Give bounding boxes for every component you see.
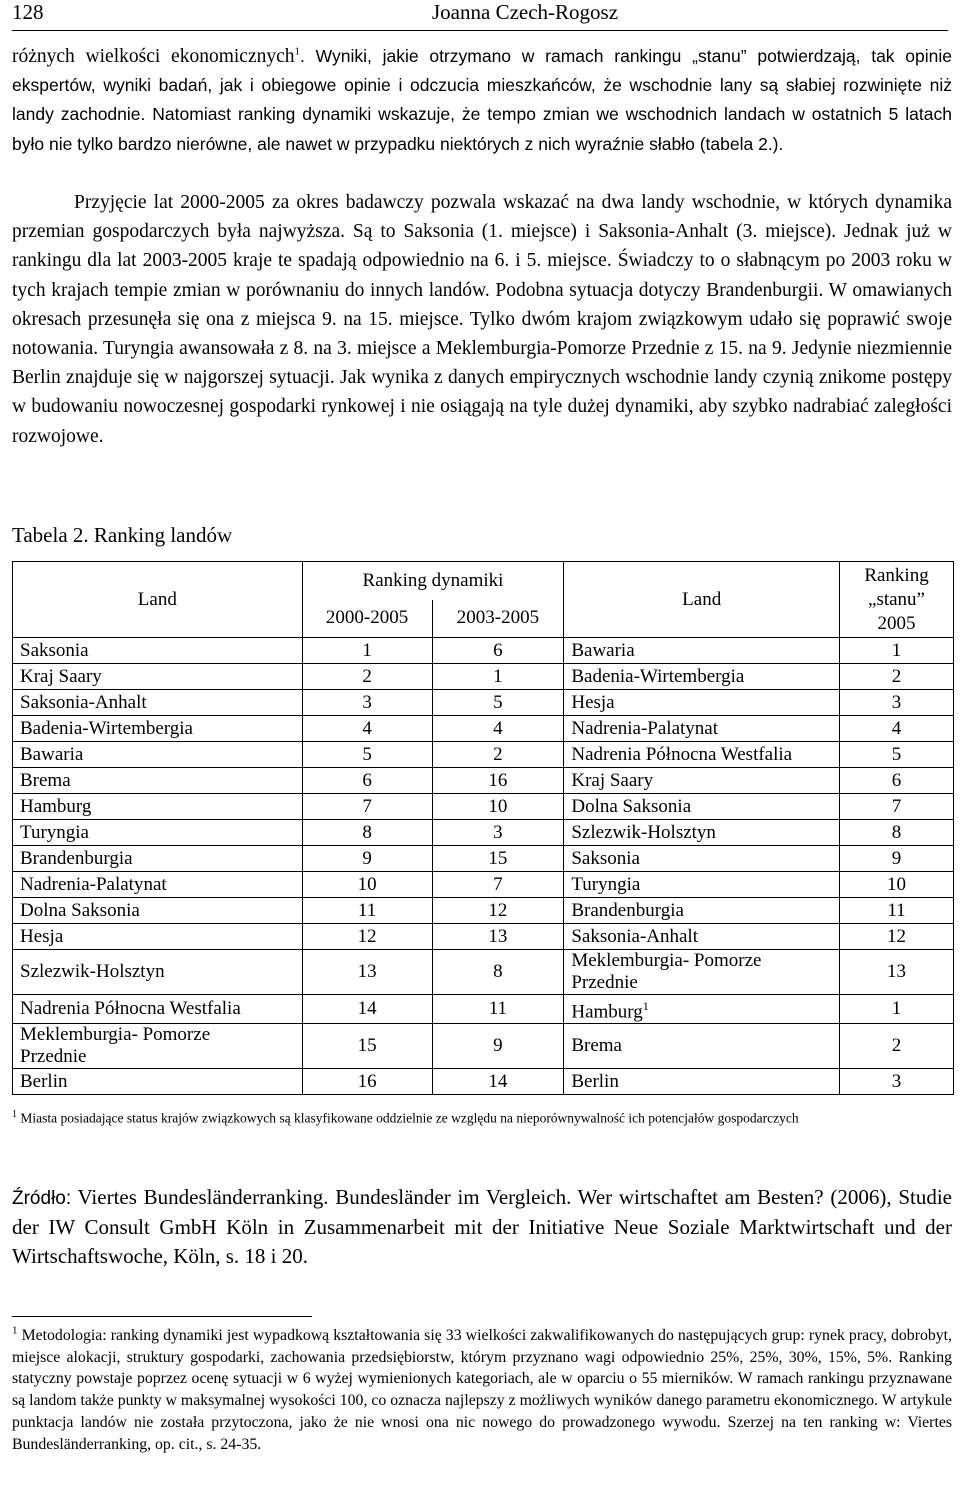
land-2-cell: Badenia-Wirtembergia <box>564 664 840 690</box>
table-note-text: Miasta posiadające status krajów związkowych są klasyfikowane oddzielnie ze względu na nieporównywalność ich potencjałów gospodarczych <box>20 1110 799 1126</box>
paragraph-1-text: . Wyniki, jakie otrzymano w ramach rankingu „stanu” potwierdzają, tak opinie ekspertów, wyniki badań, jak i obiegowe opinie i odczucia mieszkańców, że wschodnie lany są słabiej rozwinięte niż landy zachodnie. Natomiast ranking dynamiki wskazuje, że tempo zmian we wschodnich landach w ostatnich 5 latach było nie tylko bardzo nierówne, ale nawet w przypadku niektórych z nich wyraźnie słabło (tabela 2.). <box>12 46 952 154</box>
land-cell: Saksonia <box>13 638 303 664</box>
land-2-cell: Berlin <box>564 1069 840 1095</box>
rank-2000-2005-cell: 10 <box>302 872 432 898</box>
land-cell: Brandenburgia <box>13 846 303 872</box>
footnote-text: Metodologia: ranking dynamiki jest wypadkową kształtowania się 33 wielkości zakwalifikowanych do następujących grup: rynek pracy, dobrobyt, miejsce alokacji, struktury gospodarki, zachowania przedsiębiorstw, którym przyznano wagi odpowiednio 25%, 25%, 30%, 15%, 5%. Ranking statyczny powstaje poprzez ocenę sytuacji w 6 wyżej wymienionych kategoriach, ale w oparciu o 55 mierników. W ramach rankingu przyznawane są landom także punkty w maksymalnej wysokości 100, co oznacza najlepszy z możliwych wyników danego parametru ekonomicznego. W artykule punktacja landów nie została przytoczona, jako że nie wnosi ona nic nowego do prowadzonego wywodu. Szerzej na ten ranking w: Viertes Bundesländerranking, op. cit., s. 24-35. <box>12 1327 952 1453</box>
rank-2000-2005-cell: 12 <box>302 924 432 950</box>
rank-2000-2005-cell: 13 <box>302 950 432 995</box>
table-note <box>12 1104 952 1130</box>
land-2-cell: Kraj Saary <box>564 768 840 794</box>
land-2-cell: Brandenburgia <box>564 898 840 924</box>
rank-2003-2005-cell: 6 <box>432 638 564 664</box>
rank-state-cell: 11 <box>840 898 954 924</box>
land-2-cell: Saksonia <box>564 846 840 872</box>
table-row <box>13 898 954 924</box>
land-cell: Turyngia <box>13 820 303 846</box>
page-number: 128 <box>12 0 44 24</box>
running-head-author: Joanna Czech-Rogosz <box>432 0 619 24</box>
rank-2000-2005-cell: 14 <box>302 995 432 1024</box>
table-row <box>13 768 954 794</box>
footnote-1 <box>12 1325 952 1455</box>
rank-state-cell: 2 <box>840 664 954 690</box>
table-row <box>13 995 954 1024</box>
rank-state-cell: 13 <box>840 950 954 995</box>
table-row <box>13 1069 954 1095</box>
land-2-cell <box>564 995 840 1024</box>
header-ranking-stanu-line2: „stanu” <box>868 588 925 610</box>
land-2-cell: Hesja <box>564 690 840 716</box>
land-cell: Szlezwik-Holsztyn <box>13 950 303 995</box>
rank-state-cell: 10 <box>840 872 954 898</box>
header-land: Land <box>13 562 303 638</box>
rank-2003-2005-cell: 10 <box>432 794 564 820</box>
land-2-cell-text: Hamburg <box>571 1001 643 1023</box>
rank-2000-2005-cell: 2 <box>302 664 432 690</box>
rank-state-cell: 6 <box>840 768 954 794</box>
table-row <box>13 1024 954 1069</box>
table-caption: Tabela 2. Ranking landów <box>12 523 233 547</box>
header-ranking-dynamiki: Ranking dynamiki <box>302 562 564 600</box>
land-cell-line2: Przednie <box>20 1046 87 1068</box>
land-cell: Berlin <box>13 1069 303 1095</box>
rank-2003-2005-cell: 4 <box>432 716 564 742</box>
land-2-cell-line1: Meklemburgia- Pomorze <box>571 950 762 971</box>
header-land-2: Land <box>564 562 840 638</box>
rank-2000-2005-cell: 9 <box>302 846 432 872</box>
rank-2003-2005-cell: 1 <box>432 664 564 690</box>
table-row <box>13 742 954 768</box>
rank-2000-2005-cell: 5 <box>302 742 432 768</box>
table-note-ref: 1 <box>642 999 649 1013</box>
land-cell: Bawaria <box>13 742 303 768</box>
land-cell <box>13 1024 303 1069</box>
source-label: Źródło: <box>12 1188 72 1209</box>
table-note-mark: 1 <box>12 1109 17 1120</box>
rank-state-cell: 1 <box>840 995 954 1024</box>
rank-2000-2005-cell: 4 <box>302 716 432 742</box>
land-2-cell: Nadrenia-Palatynat <box>564 716 840 742</box>
footnote-rule <box>12 1316 312 1317</box>
header-ranking-stanu <box>840 562 954 638</box>
paragraph-2: Przyjęcie lat 2000-2005 za okres badawczy pozwala wskazać na dwa landy wschodnie, w których dynamika przemian gospodarczych była najwyższa. Są to Saksonia (1. miejsce) i Saksonia-Anhalt (3. miejsce). Jednak już w rankingu dla lat 2003-2005 kraje te spadają odpowiednio na 6. i 5. miejsce. Świadczy to o słabnącym po 2003 roku w tych krajach tempie zmian w porównaniu do innych landów. Podobna sytuacja dotyczy Brandenburgii. W omawianych okresach przesunęła się ona z miejsca 9. na 15. miejsce. Tylko dwóm krajom związkowym udało się poprawić swoje notowania. Turyngia awansowała z 8. na 3. miejsce a Meklemburgia-Pomorze Przednie z 15. na 9. Jedynie niezmiennie Berlin znajduje się w najgorszej sytuacji. Jak wynika z danych empirycznych wschodnie landy czynią znikome postępy w budowaniu nowoczesnej gospodarki rynkowej i nie osiągają na tyle dużej dynamiki, aby szybko nadrabiać zaległości rozwojowe. <box>12 192 952 447</box>
header-period-2000-2005: 2000-2005 <box>302 600 432 638</box>
table-row <box>13 846 954 872</box>
table-row <box>13 872 954 898</box>
land-cell: Badenia-Wirtembergia <box>13 716 303 742</box>
rank-2000-2005-cell: 16 <box>302 1069 432 1095</box>
rank-2003-2005-cell: 3 <box>432 820 564 846</box>
land-cell-line1: Meklemburgia- Pomorze <box>20 1024 211 1046</box>
source-text: Viertes Bundesländerranking. Bundesländer im Vergleich. Wer wirtschaftet am Besten? (2006), Studie der IW Consult GmbH Köln in Zusammenarbeit mit der Initiative Neue Soziale Marktwirtschaft und der Wirtschaftswoche, Köln, s. 18 i 20. <box>12 1185 953 1268</box>
table-row <box>13 924 954 950</box>
rank-state-cell: 8 <box>840 820 954 846</box>
land-cell: Hamburg <box>13 794 303 820</box>
table-header-row-1 <box>13 562 954 600</box>
rank-2003-2005-cell: 2 <box>432 742 564 768</box>
footnote-ref-1[interactable]: 1 <box>294 45 301 58</box>
rank-state-cell: 12 <box>840 924 954 950</box>
land-cell: Nadrenia Północna Westfalia <box>13 995 303 1024</box>
table-row <box>13 794 954 820</box>
rank-2000-2005-cell: 3 <box>302 690 432 716</box>
table-source <box>12 1183 952 1271</box>
rank-state-cell: 5 <box>840 742 954 768</box>
land-2-cell: Saksonia-Anhalt <box>564 924 840 950</box>
rank-2000-2005-cell: 7 <box>302 794 432 820</box>
header-ranking-stanu-line1: Ranking <box>864 564 929 586</box>
rank-state-cell: 1 <box>840 638 954 664</box>
rank-state-cell: 4 <box>840 716 954 742</box>
rank-2003-2005-cell: 16 <box>432 768 564 794</box>
land-2-cell: Brema <box>564 1024 840 1069</box>
land-cell: Dolna Saksonia <box>13 898 303 924</box>
header-rule <box>12 30 948 31</box>
table-row <box>13 638 954 664</box>
land-cell: Hesja <box>13 924 303 950</box>
land-cell: Brema <box>13 768 303 794</box>
rank-2003-2005-cell: 9 <box>432 1024 564 1069</box>
rank-2003-2005-cell: 7 <box>432 872 564 898</box>
running-header <box>12 0 948 28</box>
rank-2000-2005-cell: 6 <box>302 768 432 794</box>
land-2-cell: Szlezwik-Holsztyn <box>564 820 840 846</box>
rank-state-cell: 9 <box>840 846 954 872</box>
rank-state-cell: 3 <box>840 690 954 716</box>
land-cell: Kraj Saary <box>13 664 303 690</box>
paragraph-1 <box>12 42 952 159</box>
rank-2000-2005-cell: 15 <box>302 1024 432 1069</box>
ranking-table <box>12 561 954 1095</box>
rank-state-cell: 7 <box>840 794 954 820</box>
header-period-2003-2005: 2003-2005 <box>432 600 564 638</box>
land-2-cell: Nadrenia Północna Westfalia <box>564 742 840 768</box>
rank-2003-2005-cell: 5 <box>432 690 564 716</box>
rank-2000-2005-cell: 8 <box>302 820 432 846</box>
header-ranking-stanu-line3: 2005 <box>877 612 916 634</box>
rank-state-cell: 3 <box>840 1069 954 1095</box>
land-2-cell: Bawaria <box>564 638 840 664</box>
rank-2003-2005-cell: 11 <box>432 995 564 1024</box>
land-2-cell-line2: Przednie <box>571 972 638 993</box>
rank-2003-2005-cell: 14 <box>432 1069 564 1095</box>
land-2-cell: Turyngia <box>564 872 840 898</box>
table-row <box>13 820 954 846</box>
land-2-cell <box>564 950 840 995</box>
rank-2003-2005-cell: 12 <box>432 898 564 924</box>
rank-2003-2005-cell: 8 <box>432 950 564 995</box>
land-2-cell: Dolna Saksonia <box>564 794 840 820</box>
table-row <box>13 690 954 716</box>
paragraph-1-start: różnych wielkości ekonomicznych <box>12 46 295 67</box>
rank-state-cell: 2 <box>840 1024 954 1069</box>
rank-2000-2005-cell: 11 <box>302 898 432 924</box>
table-row <box>13 950 954 995</box>
rank-2000-2005-cell: 1 <box>302 638 432 664</box>
rank-2003-2005-cell: 13 <box>432 924 564 950</box>
rank-2003-2005-cell: 15 <box>432 846 564 872</box>
table-row <box>13 716 954 742</box>
footnote-mark: 1 <box>12 1324 18 1337</box>
table-row <box>13 664 954 690</box>
land-cell: Nadrenia-Palatynat <box>13 872 303 898</box>
land-cell: Saksonia-Anhalt <box>13 690 303 716</box>
